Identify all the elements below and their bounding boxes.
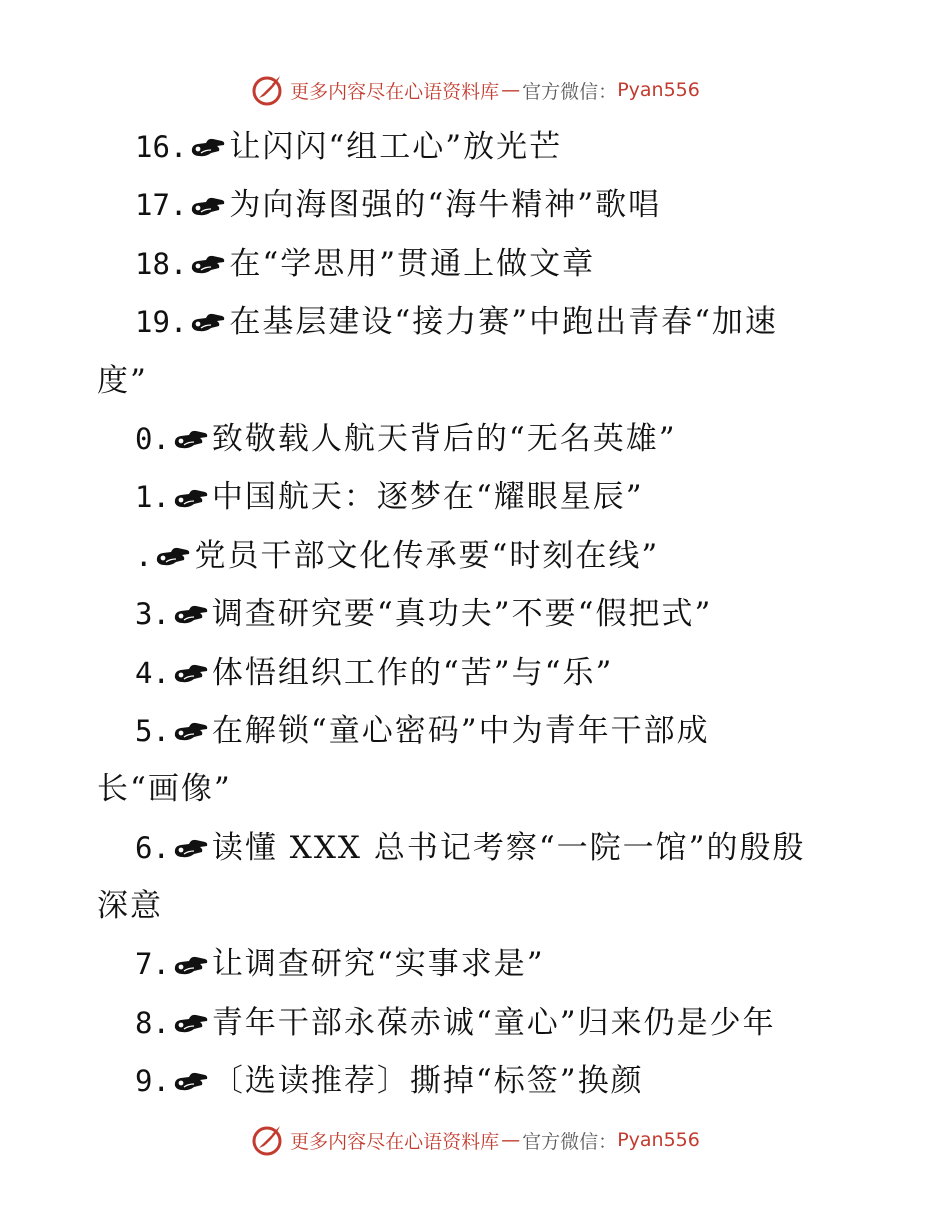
hand-pointer-icon — [189, 251, 227, 277]
list-item — [97, 118, 857, 176]
item-title: 度” — [97, 362, 148, 399]
banner-brand-text: 更多内容尽在心语资料库 — [290, 1130, 500, 1153]
list-item — [97, 702, 857, 760]
list-item — [97, 468, 857, 526]
list-item — [97, 877, 857, 935]
item-title: 在基层建设“接力赛”中跑出青春“加速 — [229, 304, 778, 341]
article-list — [97, 118, 857, 1111]
item-title: 青年干部永葆赤诚“童心”归来仍是少年 — [211, 1004, 776, 1041]
hand-pointer-icon — [172, 835, 210, 861]
item-title: 中国航天：逐梦在“耀眼星辰” — [211, 479, 644, 516]
item-number: 8. — [135, 1005, 170, 1040]
list-item — [97, 760, 857, 818]
item-number: 6. — [135, 830, 170, 865]
item-number: 4. — [135, 655, 170, 690]
hand-pointer-icon — [172, 601, 210, 627]
list-item — [97, 935, 857, 993]
banner-dash: — — [501, 1129, 521, 1151]
item-number: 9. — [135, 1064, 170, 1099]
hand-pointer-icon — [172, 1068, 210, 1094]
hand-pointer-icon — [172, 952, 210, 978]
item-number: 5. — [135, 713, 170, 748]
hand-pointer-icon — [172, 718, 210, 744]
list-item — [97, 1052, 857, 1110]
item-title: 让闪闪“组工心”放光芒 — [229, 129, 563, 165]
footer-banner — [0, 1120, 950, 1160]
hand-pointer-icon — [189, 193, 227, 219]
banner-brand-text: 更多内容尽在心语资料库 — [290, 80, 500, 103]
list-item — [97, 293, 857, 351]
item-title: 让调查研究“实事求是” — [211, 946, 545, 983]
item-number: 19. — [135, 305, 188, 340]
hand-pointer-icon — [172, 426, 210, 452]
item-number: . — [135, 538, 153, 573]
list-item — [97, 176, 857, 234]
list-item — [97, 994, 857, 1052]
hand-pointer-icon — [154, 543, 192, 569]
hand-pointer-icon — [189, 134, 227, 160]
hand-pointer-icon — [189, 309, 227, 335]
item-title: 读懂 XXX 总书记考察“一院一馆”的殷殷 — [211, 829, 806, 866]
banner-dash: — — [501, 79, 521, 101]
quill-logo-icon — [250, 1122, 286, 1158]
item-number: 3. — [135, 597, 170, 632]
hand-pointer-icon — [172, 660, 210, 686]
list-item — [97, 410, 857, 468]
banner-official-label: 官方微信： — [522, 1130, 618, 1153]
item-title: 致敬载人航天背后的“无名英雄” — [211, 420, 677, 457]
item-title: 调查研究要“真功夫”不要“假把式” — [211, 596, 713, 633]
list-item — [97, 585, 857, 643]
list-item — [97, 819, 857, 877]
item-title: 〔选读推荐〕撕掉“标签”换颜 — [211, 1063, 644, 1100]
banner-official-label: 官方微信： — [522, 80, 618, 103]
item-number: 18. — [135, 246, 188, 281]
list-item — [97, 235, 857, 293]
list-item — [97, 644, 857, 702]
item-title: 长“画像” — [97, 771, 232, 808]
item-title: 为向海图强的“海牛精神”歌唱 — [229, 187, 662, 224]
item-number: 7. — [135, 947, 170, 982]
hand-pointer-icon — [172, 485, 210, 511]
header-banner — [0, 70, 950, 110]
item-title: 深意 — [97, 888, 163, 925]
quill-logo-icon — [250, 72, 286, 108]
banner-wechat-id: Pyan556 — [617, 79, 700, 101]
item-title: 党员干部文化传承要“时刻在线” — [194, 537, 660, 574]
item-title: 在解锁“童心密码”中为青年干部成 — [211, 712, 710, 749]
item-number: 1. — [135, 480, 170, 515]
item-number: 17. — [135, 188, 188, 223]
item-number: 0. — [135, 421, 170, 456]
banner-wechat-id: Pyan556 — [617, 1129, 700, 1151]
item-title: 在“学思用”贯通上做文章 — [229, 245, 596, 282]
list-item — [97, 527, 857, 585]
list-item — [97, 352, 857, 410]
hand-pointer-icon — [172, 1010, 210, 1036]
item-title: 体悟组织工作的“苦”与“乐” — [211, 654, 614, 691]
item-number: 16. — [135, 130, 188, 164]
